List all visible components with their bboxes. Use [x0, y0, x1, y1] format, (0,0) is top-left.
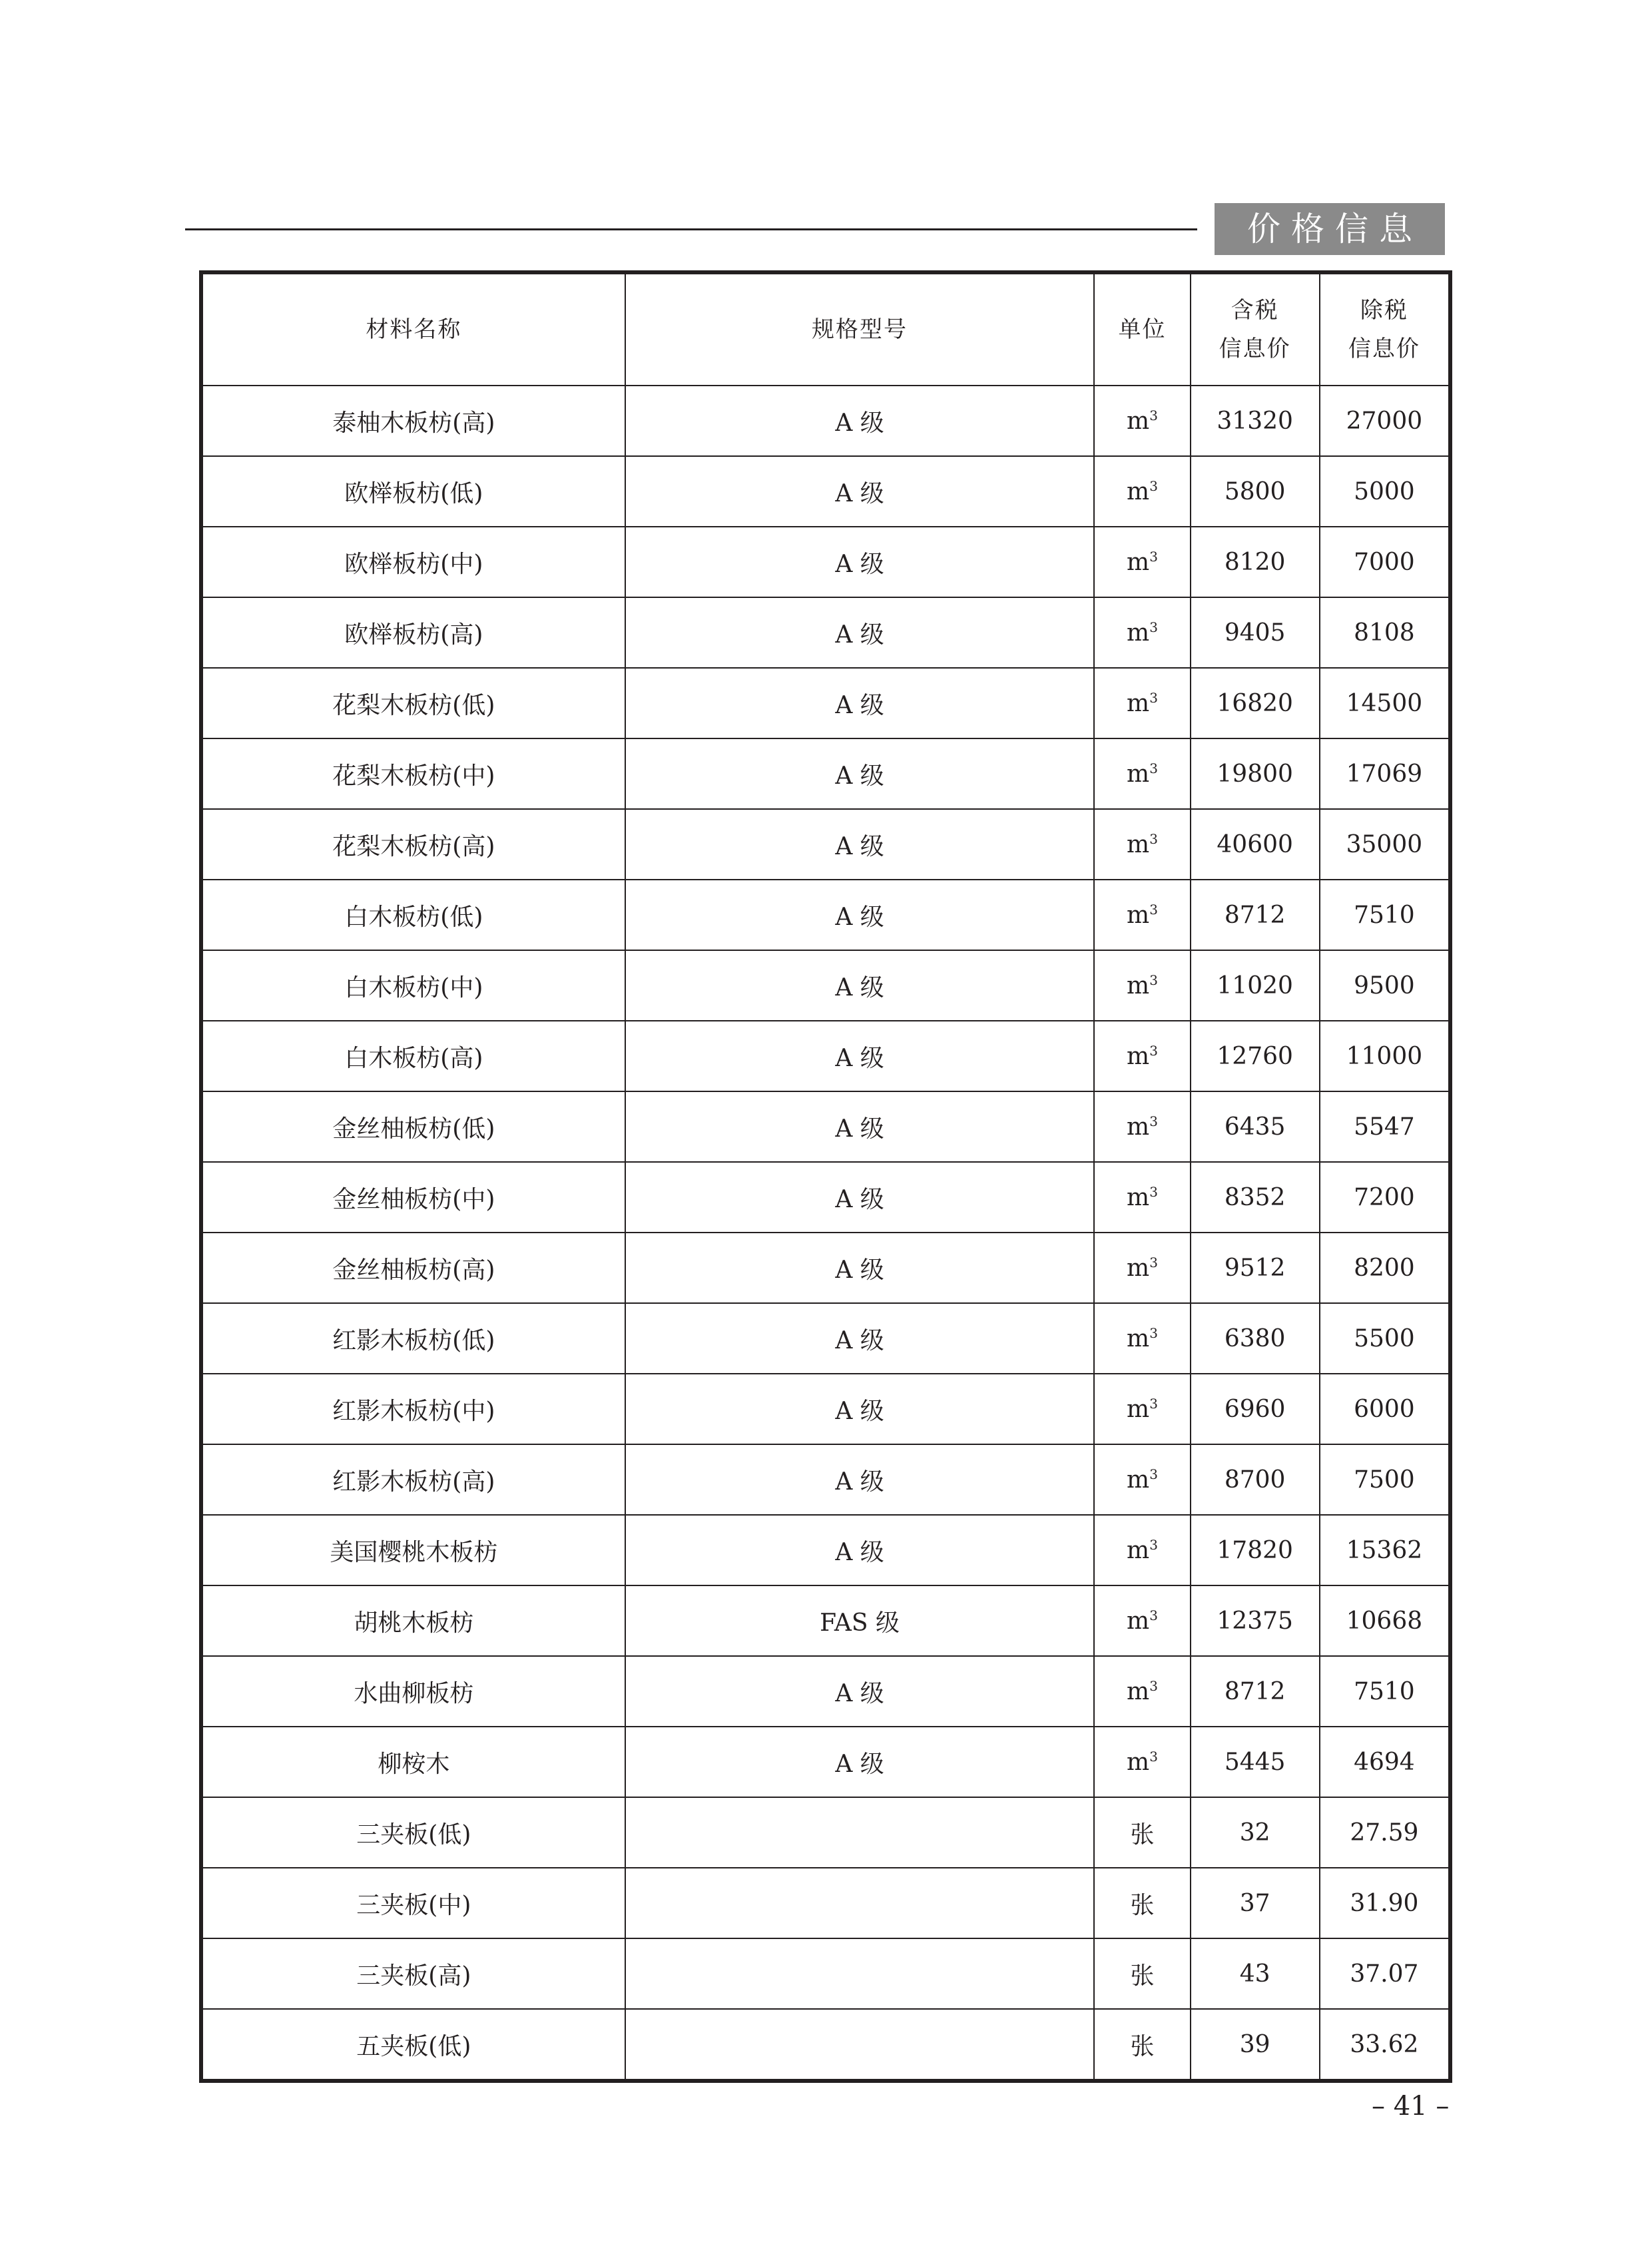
- unit-text: m: [1127, 619, 1150, 647]
- unit-text: m: [1127, 477, 1150, 505]
- unit-cell: [1094, 1444, 1190, 1515]
- column-header-tax-excluded: [1320, 272, 1450, 386]
- material-name-cell: 泰柚木板枋(高): [201, 386, 625, 456]
- material-name-cell: 花梨木板枋(高): [201, 809, 625, 880]
- tax-excluded-price-cell: 35000: [1320, 809, 1450, 880]
- table-body: [201, 386, 1450, 2081]
- unit-superscript: 3: [1149, 407, 1158, 423]
- table-row: [201, 456, 1450, 527]
- unit-superscript: 3: [1149, 1677, 1158, 1694]
- unit-superscript: 3: [1149, 1183, 1158, 1200]
- unit-text: m: [1127, 1536, 1150, 1564]
- unit-superscript: 3: [1149, 1748, 1158, 1765]
- header-rule: [185, 228, 1197, 230]
- unit-superscript: 3: [1149, 1536, 1158, 1553]
- table-row: [201, 1303, 1450, 1374]
- unit-text: m: [1127, 548, 1150, 576]
- unit-text: m: [1127, 1677, 1150, 1705]
- unit-superscript: 3: [1149, 1324, 1158, 1341]
- table-row: [201, 1656, 1450, 1727]
- tax-included-price-cell: 11020: [1191, 950, 1320, 1021]
- table-row: [201, 1233, 1450, 1303]
- unit-text: m: [1127, 1607, 1150, 1635]
- tax-included-price-cell: 12760: [1191, 1021, 1320, 1091]
- tax-excluded-price-cell: 5547: [1320, 1091, 1450, 1162]
- tax-included-price-cell: 5800: [1191, 456, 1320, 527]
- tax-excluded-price-cell: 27.59: [1320, 1797, 1450, 1868]
- material-name-cell: 白木板枋(高): [201, 1021, 625, 1091]
- tax-excluded-price-cell: 14500: [1320, 668, 1450, 738]
- unit-cell: [1094, 1656, 1190, 1727]
- tax-included-price-cell: 19800: [1191, 738, 1320, 809]
- table-row: [201, 2009, 1450, 2081]
- tax-excluded-price-cell: 8108: [1320, 597, 1450, 668]
- tax-excluded-price-cell: 7510: [1320, 1656, 1450, 1727]
- spec-cell: FAS 级: [625, 1585, 1095, 1656]
- material-name-cell: 红影木板枋(高): [201, 1444, 625, 1515]
- unit-superscript: 3: [1149, 830, 1158, 847]
- table-row: [201, 1868, 1450, 1938]
- material-name-cell: 柳桉木: [201, 1727, 625, 1797]
- column-header-spec: 规格型号: [625, 272, 1095, 386]
- tax-included-price-cell: 8712: [1191, 880, 1320, 950]
- material-name-cell: 金丝柚板枋(高): [201, 1233, 625, 1303]
- unit-text: m: [1127, 1748, 1150, 1776]
- unit-text: 张: [1130, 1821, 1155, 1848]
- tax-excluded-price-cell: 7200: [1320, 1162, 1450, 1233]
- spec-cell: A 级: [625, 527, 1095, 597]
- unit-cell: [1094, 1233, 1190, 1303]
- tax-excluded-price-cell: 7000: [1320, 527, 1450, 597]
- table-row: [201, 1727, 1450, 1797]
- unit-text: m: [1127, 1395, 1150, 1423]
- unit-cell: [1094, 738, 1190, 809]
- tax-included-price-cell: 6435: [1191, 1091, 1320, 1162]
- material-name-cell: 三夹板(高): [201, 1938, 625, 2009]
- unit-cell: [1094, 1938, 1190, 2009]
- material-name-cell: 红影木板枋(低): [201, 1303, 625, 1374]
- tax-included-price-cell: 17820: [1191, 1515, 1320, 1585]
- unit-cell: [1094, 527, 1190, 597]
- unit-superscript: 3: [1149, 1113, 1158, 1129]
- tax-excluded-price-cell: 17069: [1320, 738, 1450, 809]
- tax-included-price-cell: 8700: [1191, 1444, 1320, 1515]
- table-row: [201, 386, 1450, 456]
- column-header-unit: 单位: [1094, 272, 1190, 386]
- unit-cell: [1094, 1303, 1190, 1374]
- unit-superscript: 3: [1149, 548, 1158, 565]
- material-name-cell: 欧榉板枋(中): [201, 527, 625, 597]
- unit-superscript: 3: [1149, 689, 1158, 706]
- tax-included-price-cell: 16820: [1191, 668, 1320, 738]
- tax-included-price-cell: 8352: [1191, 1162, 1320, 1233]
- table-row: [201, 597, 1450, 668]
- unit-cell: [1094, 456, 1190, 527]
- spec-cell: A 级: [625, 738, 1095, 809]
- material-name-cell: 水曲柳板枋: [201, 1656, 625, 1727]
- material-name-cell: 金丝柚板枋(低): [201, 1091, 625, 1162]
- tax-included-price-cell: 6960: [1191, 1374, 1320, 1444]
- unit-cell: [1094, 809, 1190, 880]
- tax-excluded-price-cell: 10668: [1320, 1585, 1450, 1656]
- column-header-tax-included-line2: 信息价: [1219, 336, 1291, 362]
- tax-included-price-cell: 32: [1191, 1797, 1320, 1868]
- unit-superscript: 3: [1149, 1254, 1158, 1270]
- material-name-cell: 花梨木板枋(中): [201, 738, 625, 809]
- column-header-tax-included-line1: 含税: [1231, 297, 1279, 324]
- unit-text: 张: [1130, 1962, 1155, 1990]
- unit-cell: [1094, 2009, 1190, 2081]
- spec-cell: A 级: [625, 809, 1095, 880]
- unit-superscript: 3: [1149, 1395, 1158, 1412]
- unit-text: m: [1127, 972, 1150, 999]
- table-header-row: [201, 272, 1450, 386]
- material-name-cell: 三夹板(低): [201, 1797, 625, 1868]
- tax-included-price-cell: 12375: [1191, 1585, 1320, 1656]
- unit-superscript: 3: [1149, 901, 1158, 918]
- material-name-cell: 白木板枋(中): [201, 950, 625, 1021]
- tax-included-price-cell: 31320: [1191, 386, 1320, 456]
- material-name-cell: 金丝柚板枋(中): [201, 1162, 625, 1233]
- unit-cell: [1094, 950, 1190, 1021]
- tax-included-price-cell: 5445: [1191, 1727, 1320, 1797]
- tax-excluded-price-cell: 5000: [1320, 456, 1450, 527]
- table-row: [201, 668, 1450, 738]
- unit-text: m: [1127, 1324, 1150, 1352]
- spec-cell: [625, 1868, 1095, 1938]
- unit-cell: [1094, 1868, 1190, 1938]
- unit-cell: [1094, 1585, 1190, 1656]
- spec-cell: [625, 1797, 1095, 1868]
- column-header-tax-excluded-line2: 信息价: [1348, 336, 1420, 362]
- spec-cell: A 级: [625, 880, 1095, 950]
- spec-cell: A 级: [625, 668, 1095, 738]
- column-header-name: 材料名称: [201, 272, 625, 386]
- tax-excluded-price-cell: 4694: [1320, 1727, 1450, 1797]
- table-row: [201, 1162, 1450, 1233]
- table-row: [201, 1515, 1450, 1585]
- spec-cell: A 级: [625, 456, 1095, 527]
- unit-cell: [1094, 1797, 1190, 1868]
- spec-cell: A 级: [625, 1091, 1095, 1162]
- unit-cell: [1094, 1021, 1190, 1091]
- unit-superscript: 3: [1149, 1607, 1158, 1623]
- unit-superscript: 3: [1149, 1466, 1158, 1482]
- spec-cell: A 级: [625, 1444, 1095, 1515]
- spec-cell: A 级: [625, 1656, 1095, 1727]
- tax-excluded-price-cell: 9500: [1320, 950, 1450, 1021]
- tax-excluded-price-cell: 7500: [1320, 1444, 1450, 1515]
- tax-excluded-price-cell: 5500: [1320, 1303, 1450, 1374]
- table-row: [201, 880, 1450, 950]
- tax-excluded-price-cell: 27000: [1320, 386, 1450, 456]
- tax-included-price-cell: 9512: [1191, 1233, 1320, 1303]
- unit-cell: [1094, 1515, 1190, 1585]
- column-header-tax-excluded-line1: 除税: [1360, 297, 1408, 324]
- unit-text: m: [1127, 1466, 1150, 1494]
- spec-cell: A 级: [625, 386, 1095, 456]
- spec-cell: A 级: [625, 1021, 1095, 1091]
- section-title-badge: 价格信息: [1215, 203, 1445, 255]
- table-row: [201, 1938, 1450, 2009]
- table-row: [201, 527, 1450, 597]
- spec-cell: A 级: [625, 1374, 1095, 1444]
- unit-cell: [1094, 668, 1190, 738]
- material-name-cell: 红影木板枋(中): [201, 1374, 625, 1444]
- table-row: [201, 738, 1450, 809]
- unit-cell: [1094, 1162, 1190, 1233]
- unit-superscript: 3: [1149, 760, 1158, 776]
- unit-cell: [1094, 880, 1190, 950]
- tax-excluded-price-cell: 8200: [1320, 1233, 1450, 1303]
- page-number: – 41 –: [1372, 2091, 1450, 2121]
- tax-excluded-price-cell: 11000: [1320, 1021, 1450, 1091]
- spec-cell: A 级: [625, 1727, 1095, 1797]
- unit-text: m: [1127, 901, 1150, 929]
- unit-cell: [1094, 386, 1190, 456]
- unit-superscript: 3: [1149, 972, 1158, 988]
- unit-superscript: 3: [1149, 477, 1158, 494]
- unit-text: m: [1127, 407, 1150, 435]
- material-name-cell: 美国樱桃木板枋: [201, 1515, 625, 1585]
- table-row: [201, 1021, 1450, 1091]
- spec-cell: A 级: [625, 1515, 1095, 1585]
- unit-text: m: [1127, 1254, 1150, 1282]
- unit-text: 张: [1130, 1891, 1155, 1919]
- table-row: [201, 809, 1450, 880]
- tax-included-price-cell: 37: [1191, 1868, 1320, 1938]
- unit-superscript: 3: [1149, 1042, 1158, 1059]
- table-row: [201, 1374, 1450, 1444]
- material-name-cell: 白木板枋(低): [201, 880, 625, 950]
- spec-cell: [625, 1938, 1095, 2009]
- spec-cell: A 级: [625, 597, 1095, 668]
- tax-included-price-cell: 43: [1191, 1938, 1320, 2009]
- material-name-cell: 五夹板(低): [201, 2009, 625, 2081]
- tax-included-price-cell: 40600: [1191, 809, 1320, 880]
- tax-excluded-price-cell: 33.62: [1320, 2009, 1450, 2081]
- spec-cell: A 级: [625, 950, 1095, 1021]
- unit-text: m: [1127, 1113, 1150, 1141]
- material-name-cell: 欧榉板枋(低): [201, 456, 625, 527]
- table-row: [201, 1444, 1450, 1515]
- tax-included-price-cell: 8120: [1191, 527, 1320, 597]
- unit-superscript: 3: [1149, 619, 1158, 635]
- tax-included-price-cell: 9405: [1191, 597, 1320, 668]
- unit-text: m: [1127, 1183, 1150, 1211]
- material-name-cell: 三夹板(中): [201, 1868, 625, 1938]
- material-name-cell: 胡桃木板枋: [201, 1585, 625, 1656]
- unit-cell: [1094, 1727, 1190, 1797]
- spec-cell: A 级: [625, 1303, 1095, 1374]
- unit-cell: [1094, 1374, 1190, 1444]
- table-row: [201, 950, 1450, 1021]
- price-table: [199, 270, 1452, 2083]
- tax-included-price-cell: 39: [1191, 2009, 1320, 2081]
- tax-included-price-cell: 8712: [1191, 1656, 1320, 1727]
- spec-cell: A 级: [625, 1233, 1095, 1303]
- tax-excluded-price-cell: 15362: [1320, 1515, 1450, 1585]
- spec-cell: A 级: [625, 1162, 1095, 1233]
- table-row: [201, 1585, 1450, 1656]
- tax-excluded-price-cell: 6000: [1320, 1374, 1450, 1444]
- unit-text: m: [1127, 760, 1150, 788]
- unit-cell: [1094, 1091, 1190, 1162]
- unit-text: m: [1127, 1042, 1150, 1070]
- unit-text: m: [1127, 689, 1150, 717]
- table-row: [201, 1091, 1450, 1162]
- unit-text: 张: [1130, 2032, 1155, 2060]
- tax-excluded-price-cell: 7510: [1320, 880, 1450, 950]
- unit-text: m: [1127, 830, 1150, 858]
- table-row: [201, 1797, 1450, 1868]
- column-header-tax-included: [1191, 272, 1320, 386]
- unit-cell: [1094, 597, 1190, 668]
- tax-excluded-price-cell: 37.07: [1320, 1938, 1450, 2009]
- tax-included-price-cell: 6380: [1191, 1303, 1320, 1374]
- material-name-cell: 花梨木板枋(低): [201, 668, 625, 738]
- material-name-cell: 欧榉板枋(高): [201, 597, 625, 668]
- spec-cell: [625, 2009, 1095, 2081]
- tax-excluded-price-cell: 31.90: [1320, 1868, 1450, 1938]
